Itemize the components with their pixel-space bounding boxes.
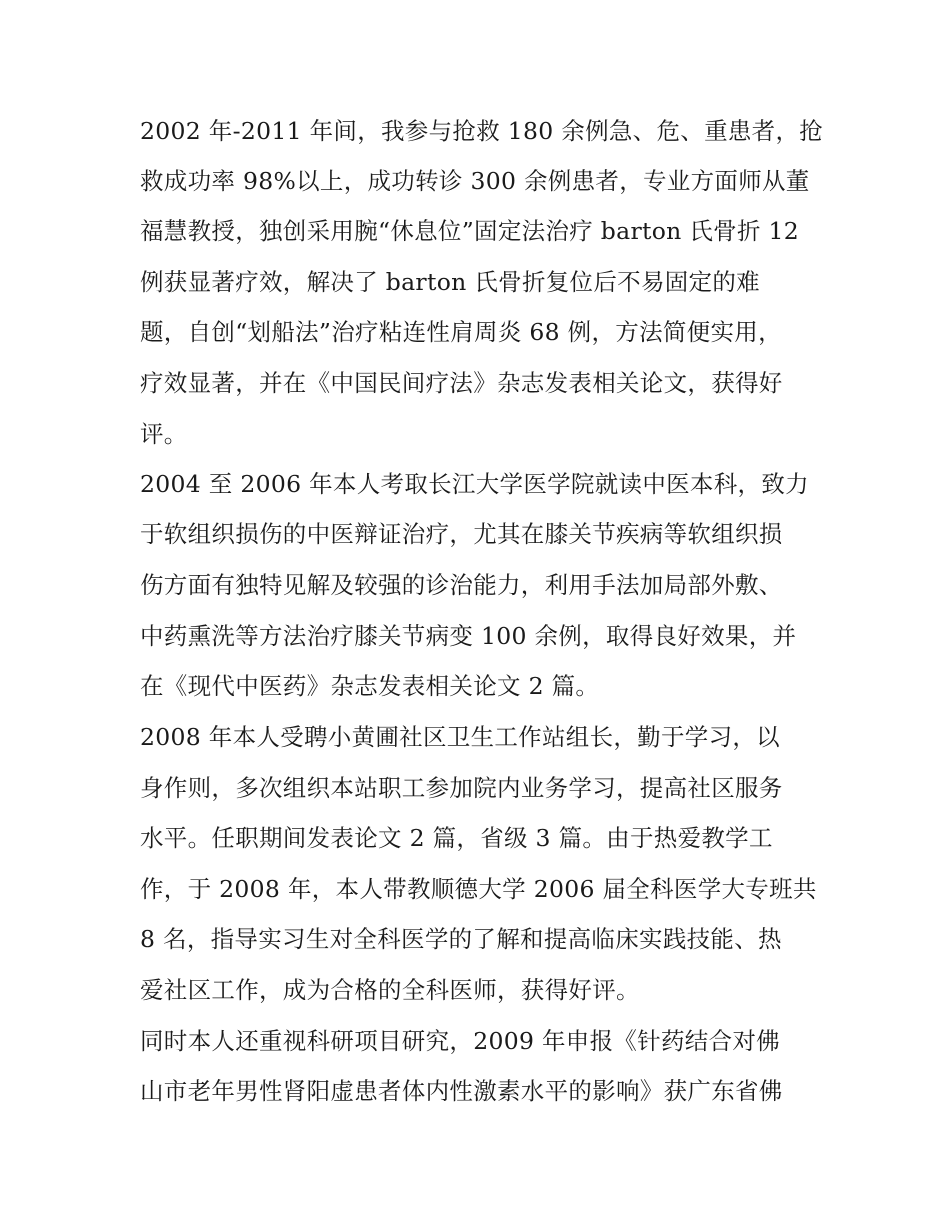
- paragraph-1-line-1: 2002 年-2011 年间，我参与抢救 180 余例急、危、重患者，抢: [140, 117, 824, 145]
- paragraph-3-line-2: 身作则，多次组织本站职工参加院内业务学习，提高社区服务: [140, 774, 783, 802]
- paragraph-2-line-1: 2004 至 2006 年本人考取长江大学医学院就读中医本科，致力: [140, 470, 809, 498]
- paragraph-2-line-4: 中药熏洗等方法治疗膝关节病变 100 余例，取得良好效果，并: [140, 622, 797, 650]
- paragraph-3-line-4: 作，于 2008 年，本人带教顺德大学 2006 届全科医学大专班共: [140, 875, 817, 903]
- paragraph-2-line-3: 伤方面有独特见解及较强的诊治能力，利用手法加局部外敷、: [140, 571, 783, 599]
- paragraph-3-line-5: 8 名，指导实习生对全科医学的了解和提高临床实践技能、热: [140, 925, 782, 953]
- paragraph-1-line-4: 例获显著疗效，解决了 barton 氏骨折复位后不易固定的难: [140, 268, 760, 296]
- paragraph-4-line-1: 同时本人还重视科研项目研究，2009 年申报《针药结合对佛: [140, 1027, 780, 1055]
- paragraph-1-line-3: 福慧教授，独创采用腕“休息位”固定法治疗 barton 氏骨折 12: [140, 217, 800, 245]
- paragraph-1-line-6: 疗效显著，并在《中国民间疗法》杂志发表相关论文，获得好: [140, 369, 783, 397]
- paragraph-1-line-5: 题，自创“划船法”治疗粘连性肩周炎 68 例，方法简便实用，: [140, 318, 782, 346]
- paragraph-3-line-1: 2008 年本人受聘小黄圃社区卫生工作站组长，勤于学习，以: [140, 723, 780, 751]
- paragraph-1-line-7: 评。: [140, 420, 188, 448]
- paragraph-3-line-3: 水平。任职期间发表论文 2 篇，省级 3 篇。由于热爱教学工: [140, 824, 773, 852]
- paragraph-1-line-2: 救成功率 98%以上，成功转诊 300 余例患者，专业方面师从董: [140, 167, 810, 195]
- paragraph-4-line-2: 山市老年男性肾阳虚患者体内性激素水平的影响》获广东省佛: [140, 1077, 783, 1105]
- paragraph-3-line-6: 爱社区工作，成为合格的全科医师，获得好评。: [140, 976, 640, 1004]
- paragraph-2-line-5: 在《现代中医药》杂志发表相关论文 2 篇。: [140, 672, 600, 700]
- paragraph-2-line-2: 于软组织损伤的中医辩证治疗，尤其在膝关节疾病等软组织损: [140, 520, 783, 548]
